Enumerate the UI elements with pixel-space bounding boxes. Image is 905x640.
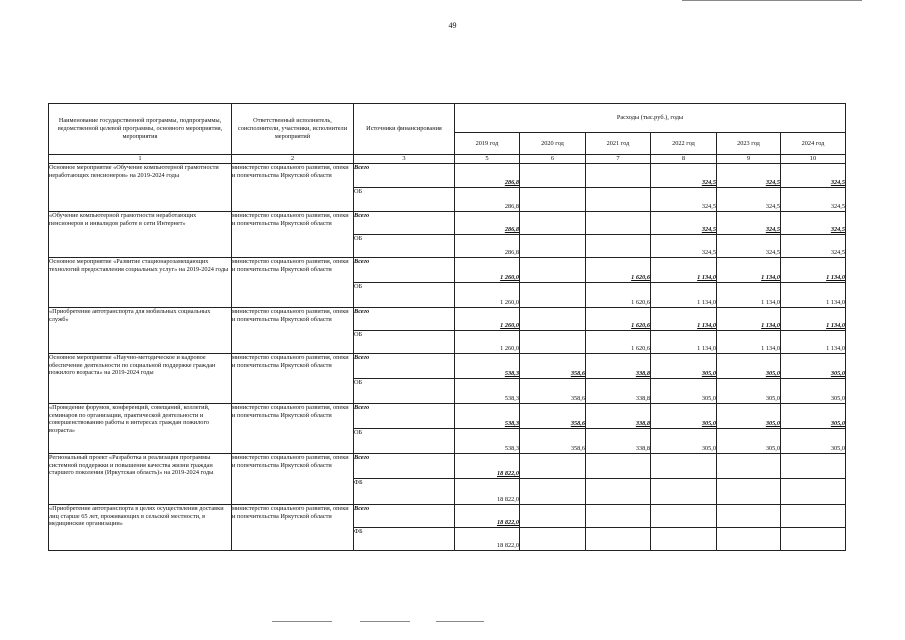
- row-source-value: 338,8: [586, 429, 651, 454]
- column-number: 9: [717, 155, 781, 164]
- row-source-value: 358,6: [520, 429, 586, 454]
- row-name: Основное мероприятие «Развитие стационарозамещающих технологий предоставления социальных услуг» на 2019-2024 годы: [49, 258, 232, 308]
- row-source-label: ОБ: [354, 429, 455, 454]
- row-source-value: 1 620,6: [586, 331, 651, 354]
- column-number: 2: [232, 155, 354, 164]
- row-source-value: 1 260,0: [455, 331, 520, 354]
- row-source-value: 324,5: [781, 235, 846, 258]
- header-row: [49, 104, 846, 133]
- row-total-value: 1 134,0: [651, 258, 717, 283]
- page-number: 49: [448, 21, 457, 30]
- row-total-value: 305,0: [717, 404, 781, 429]
- row-total-value: [717, 505, 781, 528]
- column-number: 7: [586, 155, 651, 164]
- row-source-value: [520, 188, 586, 212]
- row-source-value: 324,5: [651, 188, 717, 212]
- expenses-table: [48, 103, 846, 551]
- table-row: [49, 454, 846, 479]
- table-row: [49, 258, 846, 283]
- row-total-value: [781, 454, 846, 479]
- header-expenses: Расходы (тыс.руб.), годы: [455, 104, 846, 133]
- row-total-label: Всего: [354, 454, 455, 479]
- table-row: [49, 308, 846, 331]
- row-source-value: 324,5: [717, 235, 781, 258]
- row-name: «Проведение форумов, конференций, совещаний, коллегий, семинаров по организации, практической деятельности и совершенствованию работы в интересах граждан пожилого возраста»: [49, 404, 232, 454]
- row-total-value: 358,6: [520, 354, 586, 379]
- row-total-label: Всего: [354, 505, 455, 528]
- row-executor: министерство социального развития, опеки и попечительства Иркутской области: [232, 354, 354, 404]
- table-row: [49, 354, 846, 379]
- row-total-value: 324,5: [651, 164, 717, 188]
- column-numbers-row: [49, 155, 846, 164]
- row-source-value: [717, 528, 781, 551]
- row-source-value: [520, 528, 586, 551]
- bottom-edge-line: [360, 621, 410, 622]
- row-total-value: 18 822,0: [455, 505, 520, 528]
- bottom-edge-line: [272, 621, 332, 622]
- row-source-value: 305,0: [651, 429, 717, 454]
- row-total-value: [586, 164, 651, 188]
- row-source-value: 1 260,0: [455, 283, 520, 308]
- row-source-label: ОБ: [354, 379, 455, 404]
- row-source-value: [781, 528, 846, 551]
- row-total-value: [781, 505, 846, 528]
- row-source-value: [586, 479, 651, 505]
- row-total-value: 324,5: [717, 212, 781, 235]
- row-total-value: [586, 212, 651, 235]
- row-executor: министерство социального развития, опеки и попечительства Иркутской области: [232, 258, 354, 308]
- row-executor: министерство социального развития, опеки и попечительства Иркутской области: [232, 308, 354, 354]
- row-total-label: Всего: [354, 258, 455, 283]
- row-total-value: [520, 454, 586, 479]
- row-total-value: [520, 308, 586, 331]
- row-name: Региональный проект «Разработка и реализация программы системной поддержки и повышения качества жизни граждан старшего поколения (Иркутская область)» на 2019-2024 годы: [49, 454, 232, 505]
- row-total-value: 18 822,0: [455, 454, 520, 479]
- row-total-value: 538,3: [455, 354, 520, 379]
- row-total-value: [520, 212, 586, 235]
- row-source-value: [520, 235, 586, 258]
- row-total-value: 324,5: [781, 212, 846, 235]
- row-source-value: 538,3: [455, 429, 520, 454]
- row-source-value: 324,5: [717, 188, 781, 212]
- year-2020: 2020 год: [520, 133, 586, 155]
- row-total-value: 1 134,0: [717, 308, 781, 331]
- row-source-value: [520, 479, 586, 505]
- year-2022: 2022 год: [651, 133, 717, 155]
- row-source-label: ФБ: [354, 528, 455, 551]
- table-row: [49, 164, 846, 188]
- row-total-value: 1 134,0: [651, 308, 717, 331]
- row-total-value: 1 620,6: [586, 308, 651, 331]
- row-source-value: [520, 283, 586, 308]
- row-total-value: [586, 505, 651, 528]
- top-edge-line: [682, 0, 862, 1]
- row-source-label: ОБ: [354, 283, 455, 308]
- row-source-value: [586, 235, 651, 258]
- row-total-value: 1 134,0: [781, 308, 846, 331]
- row-source-value: 538,3: [455, 379, 520, 404]
- row-total-label: Всего: [354, 308, 455, 331]
- row-total-label: Всего: [354, 404, 455, 429]
- row-source-value: 305,0: [717, 379, 781, 404]
- row-source-value: 324,5: [781, 188, 846, 212]
- year-2019: 2019 год: [455, 133, 520, 155]
- row-source-value: [651, 479, 717, 505]
- row-total-value: [586, 454, 651, 479]
- row-total-value: 1 260,0: [455, 308, 520, 331]
- column-number: 1: [49, 155, 232, 164]
- year-2024: 2024 год: [781, 133, 846, 155]
- row-total-value: 324,5: [651, 212, 717, 235]
- row-source-value: 1 134,0: [717, 331, 781, 354]
- row-total-value: 305,0: [651, 354, 717, 379]
- row-source-value: [586, 528, 651, 551]
- row-total-value: 538,3: [455, 404, 520, 429]
- row-source-value: 286,8: [455, 188, 520, 212]
- row-source-value: 1 134,0: [781, 331, 846, 354]
- row-source-value: [717, 479, 781, 505]
- column-number: 3: [354, 155, 455, 164]
- row-total-value: [651, 505, 717, 528]
- row-source-value: [586, 188, 651, 212]
- row-total-value: [520, 258, 586, 283]
- row-total-value: 338,8: [586, 404, 651, 429]
- row-total-value: [520, 164, 586, 188]
- year-2023: 2023 год: [717, 133, 781, 155]
- row-total-value: 286,8: [455, 164, 520, 188]
- row-source-label: ОБ: [354, 331, 455, 354]
- row-total-value: 286,8: [455, 212, 520, 235]
- row-executor: министерство социального развития, опеки и попечительства Иркутской области: [232, 404, 354, 454]
- row-total-label: Всего: [354, 354, 455, 379]
- row-source-value: 1 134,0: [781, 283, 846, 308]
- row-name: «Приобретение автотранспорта в целях осуществления доставки лиц старше 65 лет, проживающих в сельской местности, в медицинские организации»: [49, 505, 232, 551]
- row-total-value: 358,6: [520, 404, 586, 429]
- row-source-value: 305,0: [651, 379, 717, 404]
- row-name: «Обучение компьютерной грамотности неработающих пенсионеров и инвалидов работе в сети Интернет»: [49, 212, 232, 258]
- row-source-value: [520, 331, 586, 354]
- table-row: [49, 505, 846, 528]
- row-total-value: 338,8: [586, 354, 651, 379]
- row-total-value: 305,0: [717, 354, 781, 379]
- column-number: 6: [520, 155, 586, 164]
- row-executor: министерство социального развития, опеки и попечительства Иркутской области: [232, 505, 354, 551]
- row-source-value: 1 134,0: [717, 283, 781, 308]
- table-row: [49, 212, 846, 235]
- row-name: Основное мероприятие «Обучение компьютерной грамотности неработающих пенсионеров» на 2019-2024 годы: [49, 164, 232, 212]
- row-total-value: 305,0: [781, 354, 846, 379]
- row-source-value: 18 822,0: [455, 528, 520, 551]
- row-source-value: 338,8: [586, 379, 651, 404]
- row-total-label: Всего: [354, 164, 455, 188]
- table-row: [49, 404, 846, 429]
- year-2021: 2021 год: [586, 133, 651, 155]
- row-total-value: 305,0: [781, 404, 846, 429]
- bottom-edge-line: [436, 621, 484, 622]
- header-name: Наименование государственной программы, подпрограммы, ведомственной целевой программы, основного мероприятия, мероприятия: [49, 104, 232, 155]
- row-executor: министерство социального развития, опеки и попечительства Иркутской области: [232, 212, 354, 258]
- row-total-value: 1 260,0: [455, 258, 520, 283]
- header-executor: Ответственный исполнитель, соисполнители, участники, исполнители мероприятий: [232, 104, 354, 155]
- row-source-value: 358,6: [520, 379, 586, 404]
- row-source-label: ОБ: [354, 235, 455, 258]
- row-source-value: [651, 528, 717, 551]
- row-total-label: Всего: [354, 212, 455, 235]
- row-total-value: 1 620,6: [586, 258, 651, 283]
- row-name: Основное мероприятие «Научно-методическое и кадровое обеспечение деятельности по социальной поддержке граждан пожилого возраста» на 2019-2024 годы: [49, 354, 232, 404]
- row-source-value: 18 822,0: [455, 479, 520, 505]
- row-source-value: 286,8: [455, 235, 520, 258]
- row-executor: министерство социального развития, опеки и попечительства Иркутской области: [232, 164, 354, 212]
- header-source: Источники финансирования: [354, 104, 455, 155]
- row-source-label: ОБ: [354, 188, 455, 212]
- row-source-value: [781, 479, 846, 505]
- row-total-value: 305,0: [651, 404, 717, 429]
- column-number: 10: [781, 155, 846, 164]
- row-total-value: [520, 505, 586, 528]
- column-number: 5: [455, 155, 520, 164]
- row-total-value: 324,5: [717, 164, 781, 188]
- row-source-value: 324,5: [651, 235, 717, 258]
- row-total-value: 1 134,0: [717, 258, 781, 283]
- row-source-value: 1 134,0: [651, 331, 717, 354]
- column-number: 8: [651, 155, 717, 164]
- row-total-value: [651, 454, 717, 479]
- row-source-value: 1 620,6: [586, 283, 651, 308]
- row-source-value: 1 134,0: [651, 283, 717, 308]
- row-total-value: 324,5: [781, 164, 846, 188]
- row-total-value: 1 134,0: [781, 258, 846, 283]
- row-source-label: ФБ: [354, 479, 455, 505]
- table-body: [49, 164, 846, 551]
- row-name: «Приобретение автотранспорта для мобильных социальных служб»: [49, 308, 232, 354]
- row-source-value: 305,0: [781, 429, 846, 454]
- row-source-value: 305,0: [781, 379, 846, 404]
- row-executor: министерство социального развития, опеки и попечительства Иркутской области: [232, 454, 354, 505]
- row-source-value: 305,0: [717, 429, 781, 454]
- row-total-value: [717, 454, 781, 479]
